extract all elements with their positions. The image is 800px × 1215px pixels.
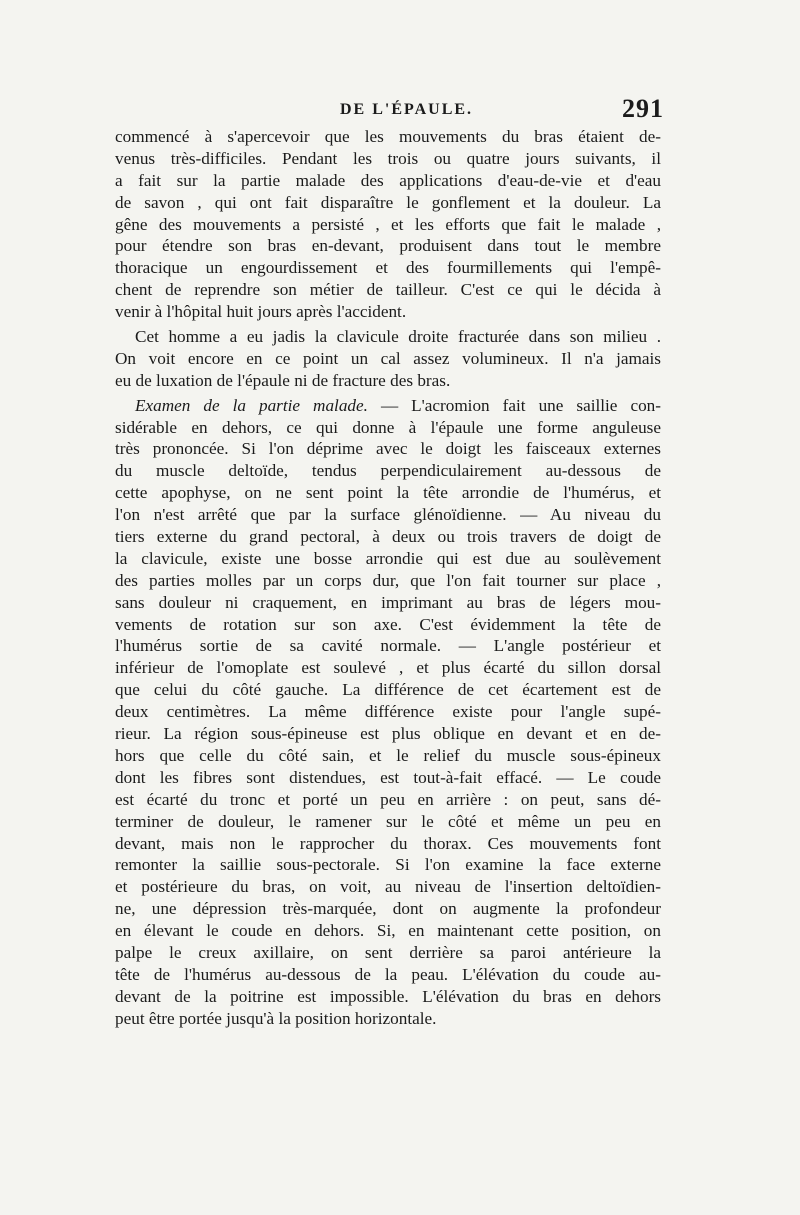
page-number: 291	[622, 94, 664, 123]
text-line: sidérable en dehors, ce qui donne à l'épaule une forme anguleuse	[115, 417, 661, 437]
text-line: deux centimètres. La même différence existe pour l'angle supé-	[115, 702, 661, 722]
body-text	[115, 126, 661, 1030]
text-line: venus très-difficiles. Pendant les trois ou quatre jours suivants, il	[115, 148, 661, 168]
text-line: vements de rotation sur son axe. C'est évidemment la tête de	[115, 614, 661, 634]
text-line: du muscle deltoïde, tendus perpendiculairement au-dessous de	[115, 461, 661, 481]
section-lead: Examen de la partie malade.	[135, 395, 368, 415]
text-line: la clavicule, existe une bosse arrondie qui est due au soulèvement	[115, 548, 661, 568]
text-line: palpe le creux axillaire, on sent derrière sa paroi antérieure la	[115, 942, 661, 962]
text-line: hors que celle du côté sain, et le relief du muscle sous-épineux	[115, 745, 661, 765]
text-line: l'humérus sortie de sa cavité normale. — L'angle postérieur et	[115, 636, 661, 656]
text-line: des parties molles par un corps dur, que l'on fait tourner sur place ,	[115, 570, 661, 590]
text-line: rieur. La région sous-épineuse est plus oblique en devant et en de-	[115, 724, 661, 744]
text-line: remonter la saillie sous-pectorale. Si l'on examine la face externe	[115, 855, 661, 875]
text-line: inférieur de l'omoplate est soulevé , et plus écarté du sillon dorsal	[115, 658, 661, 678]
text-line: l'on n'est arrêté que par la surface glénoïdienne. — Au niveau du	[115, 505, 661, 525]
text-line: ne, une dépression très-marquée, dont on augmente la profondeur	[115, 899, 661, 919]
text-line	[115, 395, 661, 417]
text-fragment: — L'acromion fait une saillie con-	[367, 395, 661, 415]
text-line: et postérieure du bras, on voit, au niveau de l'insertion deltoïdien-	[115, 877, 661, 897]
text-line: pour étendre son bras en-devant, produisent dans tout le membre	[115, 236, 661, 256]
text-line: de savon , qui ont fait disparaître le gonflement et la douleur. La	[115, 192, 661, 212]
text-line: venir à l'hôpital huit jours après l'accident.	[115, 302, 407, 322]
text-line: On voit encore en ce point un cal assez volumineux. Il n'a jamais	[115, 348, 661, 368]
text-line: gêne des mouvements a persisté , et les efforts que fait le malade ,	[115, 214, 661, 234]
text-line: cette apophyse, on ne sent point la tête arrondie de l'humérus, et	[115, 483, 661, 503]
paragraph-3	[115, 395, 661, 1030]
text-line: tête de l'humérus au-dessous de la peau. L'élévation du coude au-	[115, 964, 661, 984]
text-line: commencé à s'apercevoir que les mouvements du bras étaient de-	[115, 127, 661, 146]
text-line: Cet homme a eu jadis la clavicule droite fracturée dans son milieu .	[135, 327, 661, 347]
text-line: terminer de douleur, le ramener sur le côté et même un peu en	[115, 811, 661, 831]
text-line: eu de luxation de l'épaule ni de fracture des bras.	[115, 370, 451, 390]
text-line: thoracique un engourdissement et des fourmillements qui l'empê-	[115, 258, 661, 278]
paragraph-2	[115, 326, 661, 392]
text-line: devant, mais non le rapprocher du thorax. Ces mouvements font	[115, 833, 661, 853]
text-line: devant de la poitrine est impossible. L'élévation du bras en dehors	[115, 986, 661, 1006]
running-head: DE L'ÉPAULE.	[340, 101, 474, 118]
text-line: que celui du côté gauche. La différence de cet écartement est de	[115, 680, 661, 700]
text-line: peut être portée jusqu'à la position horizontale.	[115, 1008, 437, 1028]
text-line: tiers externe du grand pectoral, à deux ou trois travers de doigt de	[115, 527, 661, 547]
text-line: a fait sur la partie malade des applications d'eau-de-vie et d'eau	[115, 170, 661, 190]
text-line: est écarté du tronc et porté un peu en arrière : on peut, sans dé-	[115, 789, 661, 809]
paragraph-1	[115, 126, 661, 323]
text-line: sans douleur ni craquement, en imprimant au bras de légers mou-	[115, 592, 661, 612]
text-line: dont les fibres sont distendues, est tout-à-fait effacé. — Le coude	[115, 767, 661, 787]
text-line: en élevant le coude en dehors. Si, en maintenant cette position, on	[115, 921, 661, 941]
text-line: très prononcée. Si l'on déprime avec le doigt les faisceaux externes	[115, 439, 661, 459]
text-line: chent de reprendre son métier de tailleur. C'est ce qui le décida à	[115, 280, 661, 300]
